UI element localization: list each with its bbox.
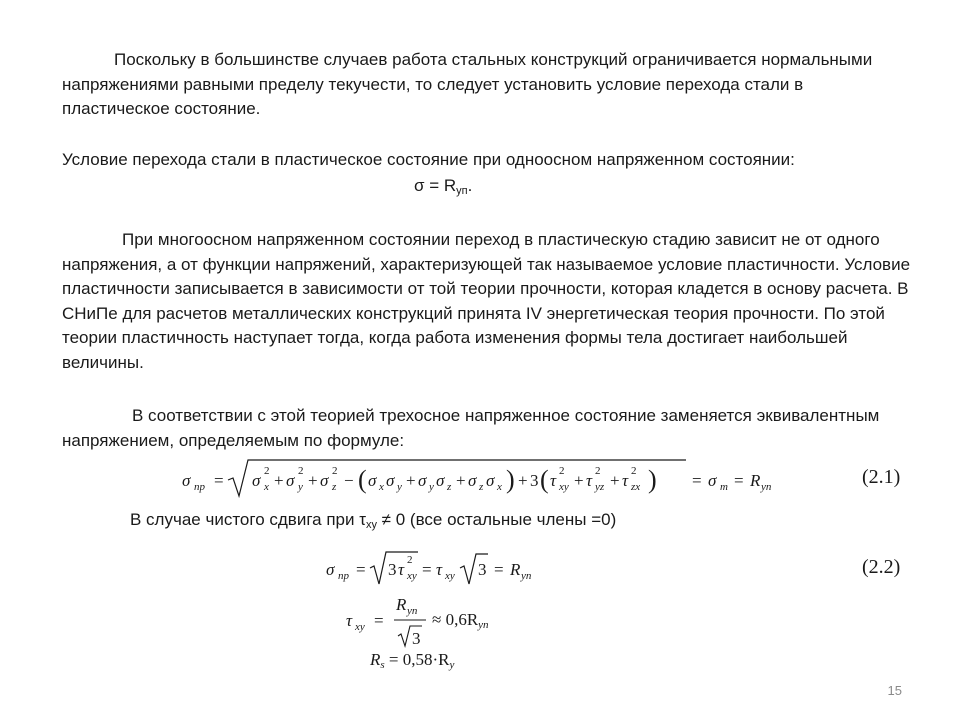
svg-text:τ: τ [622,471,629,490]
svg-text:R: R [750,471,761,490]
svg-text:(: ( [358,465,367,494]
svg-text:2: 2 [264,465,270,477]
svg-text:m: m [720,481,728,493]
svg-text:3: 3 [478,560,487,579]
svg-text:yn: yn [761,481,772,493]
formula-pure-shear [322,548,552,588]
svg-text:z: z [332,481,337,493]
svg-text:yz: yz [595,481,605,493]
svg-text:yn: yn [407,605,418,617]
svg-text:3: 3 [412,629,421,648]
svg-text:=: = [214,471,224,490]
svg-text:x: x [264,481,269,493]
svg-text:): ) [648,465,657,494]
paragraph-intro: Поскольку в большинстве случаев работа стальных конструкций ограничивается нормальными напряжениями равными пределу текучести, то следует установить условие перехода стали в пластическое состояние. [62,50,873,118]
svg-text:2: 2 [631,465,637,477]
svg-text:(: ( [540,465,549,494]
svg-text:2: 2 [332,465,338,477]
svg-text:σ: σ [182,471,191,490]
svg-text:σ: σ [486,471,495,490]
svg-text:2: 2 [595,465,601,477]
svg-text:+: + [406,471,416,490]
svg-text:2: 2 [298,465,304,477]
svg-text:σ: σ [386,471,395,490]
svg-text:τ: τ [550,471,557,490]
svg-text:+: + [456,471,466,490]
svg-text:xy: xy [407,570,417,582]
svg-text:τ: τ [586,471,593,490]
formula-yield: $\sigma = R_{уп}$. [414,176,473,197]
svg-text:y: y [298,481,303,493]
page-number: 15 [887,683,902,698]
svg-text:y: y [429,481,434,493]
svg-text:x: x [497,481,502,493]
formula-equivalent-stress [178,456,798,500]
svg-text:пр: пр [338,570,349,582]
svg-text:+: + [308,471,318,490]
svg-text:σ: σ [418,471,427,490]
svg-text:σ: σ [320,471,329,490]
svg-text:τ: τ [346,611,353,630]
paragraph-multiaxial: При многоосном напряженном состоянии переход в пластическую стадию зависит не от одного напряжения, а от функции напряжений, характеризующей так называемое условие пластичности. Условие пластичности записывается в зависимости от той теории прочности, которая кладется в основу расчета. В СНиПе для расчетов металлических конструкций принята IV энергетическая теория прочности. По этой теории пластичность наступает тогда, когда работа изменения формы тела достигает наибольшей величины. [62,230,911,372]
svg-text:пр: пр [194,481,205,493]
paragraph-equivalent: В соответствии с этой теорией трехосное напряженное состояние заменяется эквивалентным напряжением, определяемым по формуле: [62,406,880,450]
svg-text:z: z [479,481,484,493]
svg-text:zx: zx [631,481,641,493]
svg-text:σ: σ [436,471,445,490]
svg-text:xy: xy [355,621,365,633]
paragraph-uniaxial: Условие перехода стали в пластическое состояние при одноосном напряженном состоянии: [62,150,795,169]
svg-text:=: = [734,471,744,490]
svg-text:σ: σ [468,471,477,490]
svg-text:=: = [494,560,504,579]
svg-text:σ: σ [708,471,717,490]
svg-text:3: 3 [530,471,539,490]
svg-text:σ: σ [252,471,261,490]
svg-text:=: = [374,611,384,630]
svg-text:y: y [397,481,402,493]
svg-text:+: + [610,471,620,490]
svg-text:σ: σ [368,471,377,490]
svg-text:xy: xy [445,570,455,582]
svg-text:=: = [356,560,366,579]
svg-text:): ) [506,465,515,494]
svg-text:2: 2 [407,554,413,566]
svg-text:3: 3 [388,560,397,579]
svg-text:=: = [692,471,702,490]
svg-text:R: R [396,595,407,614]
svg-text:τ: τ [436,560,443,579]
svg-text:z: z [447,481,452,493]
paragraph-pure-shear: В случае чистого сдвига при $\tau_{xy} \ne 0$ (все остальные члены =0) [130,510,617,531]
svg-text:+: + [274,471,284,490]
svg-text:2: 2 [559,465,565,477]
svg-text:−: − [344,471,354,490]
svg-text:=: = [422,560,432,579]
equation-number-2-1: (2.1) [862,466,901,488]
formula-shear-resistance: $R_s = 0,58\cdot R_y$ [370,650,455,671]
svg-text:x: x [379,481,384,493]
equation-number-2-2: (2.2) [862,556,901,578]
svg-text:+: + [574,471,584,490]
svg-text:σ: σ [286,471,295,490]
svg-text:yn: yn [521,570,532,582]
svg-text:σ: σ [326,560,335,579]
svg-text:R: R [510,560,521,579]
svg-text:xy: xy [559,481,569,493]
svg-text:+: + [518,471,528,490]
svg-text:τ: τ [398,560,405,579]
